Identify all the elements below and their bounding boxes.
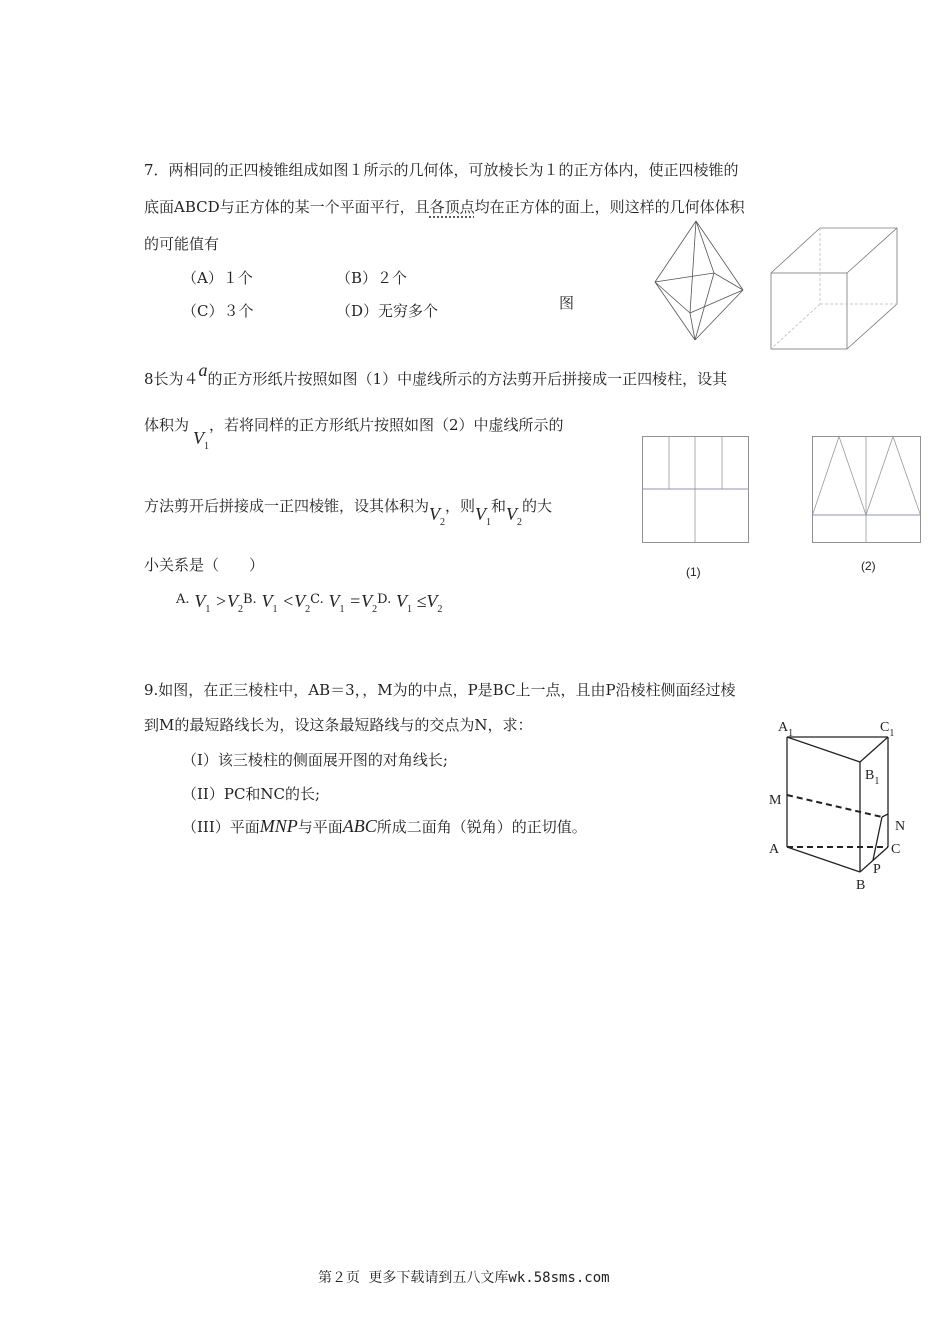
q8-options: [176, 592, 442, 614]
q7-line3: 的可能值有: [144, 235, 220, 253]
q7-option-a: （A）１个: [182, 269, 253, 287]
q8-line1-post: 的正方形纸片按照如图（1）中虚线所示的方法剪开后拼接成一正四棱柱，设其: [207, 370, 728, 388]
q8-line1-pre: 8长为４: [144, 370, 199, 388]
q9-item3-pre: （III）平面: [182, 818, 260, 836]
q7-figure-label: 图: [559, 294, 575, 312]
q7-line2-post: 均在正方体的面上，则这样的几何体体积: [474, 198, 745, 216]
q8-option-d-label: D.: [377, 592, 392, 607]
label-C1: $C_1$: [880, 720, 895, 739]
q8-option-a-label: A.: [176, 592, 190, 607]
q8-line3-mid1: ，则: [445, 497, 476, 515]
q9-plane-abc: ABC: [342, 816, 377, 836]
q9-item3: [182, 817, 587, 836]
cube-figure: [770, 226, 900, 351]
label-B1: $B_1$: [865, 768, 880, 787]
q8-line4: 小关系是（ ）: [144, 556, 265, 574]
q8-V1: $V_1$: [193, 428, 210, 452]
page-footer: 第２页 更多下载请到五八文库wk.58sms.com: [318, 1270, 610, 1286]
triangular-prism-figure: [770, 720, 920, 900]
q8-V2-b: $V_2$: [506, 504, 523, 528]
q9-item3-post: 所成二面角（锐角）的正切值。: [376, 818, 587, 836]
q8-option-b-label: B.: [242, 592, 257, 607]
q8-line3-pre: 方法剪开后拼接成一正四棱锥，设其体积为: [144, 497, 430, 515]
label-A: A: [769, 842, 780, 857]
q8-line2: [144, 415, 564, 452]
label-P: P: [873, 862, 881, 877]
q8-line3-mid2: 和: [491, 497, 507, 515]
q9-item1: （I）该三棱柱的侧面展开图的对角线长;: [182, 751, 448, 769]
q9-plane-mnp: MNP: [259, 816, 298, 836]
q8-line1: [144, 360, 728, 388]
q8-option-c-expr: $V_1 =V_2$: [328, 591, 378, 615]
q9-line2: 到M的最短路线长为，设这条最短路线与的交点为N，求：: [144, 716, 533, 734]
q8-V2-a: $V_2$: [429, 504, 446, 528]
label-C: C: [891, 842, 901, 857]
q7-option-b: （B）２个: [336, 269, 408, 287]
q9-item2: （II）PC和NC的长;: [182, 785, 321, 803]
q8-line2-post: ，若将同样的正方形纸片按照如图（2）中虚线所示的: [209, 416, 564, 434]
q8-option-a-expr: $V_1 >V_2$: [194, 591, 243, 615]
label-N: N: [895, 819, 906, 834]
q8-option-b-expr: $V_1 <V_2$: [261, 591, 311, 615]
q8-option-c-label: C.: [310, 592, 324, 607]
q7-line2-emphasis: 各顶点: [429, 198, 475, 216]
q9-item3-mid: 与平面: [297, 818, 343, 836]
q8-line3-post: 的大: [522, 497, 553, 515]
q8-option-d-expr: $V_1 \le V_2$: [396, 591, 443, 615]
label-B: B: [856, 878, 866, 893]
paper-cut-figure-1: [642, 436, 750, 544]
q8-V1-b: $V_1$: [475, 504, 492, 528]
figure-2-caption: (2): [861, 559, 876, 573]
q7-line2: [144, 198, 745, 216]
figure-1-caption: (1): [686, 565, 701, 579]
label-A1: $A_1$: [778, 720, 794, 739]
q9-line1: 9.如图，在正三棱柱中，AB＝3，，M为的中点，P是BC上一点，且由P沿棱柱侧面经过棱: [144, 681, 736, 699]
label-M: M: [769, 793, 782, 808]
q7-option-d: （D）无穷多个: [336, 302, 439, 320]
q7-line2-pre: 底面ABCD与正方体的某一个平面平行，且: [144, 198, 430, 216]
paper-cut-figure-2: [812, 436, 922, 544]
q8-line3: [144, 496, 553, 528]
q8-var-a: a: [198, 360, 208, 380]
q8-line2-pre: 体积为: [144, 416, 190, 434]
octahedron-figure: [650, 218, 750, 348]
q7-line1: 7．两相同的正四棱锥组成如图１所示的几何体，可放棱长为１的正方体内，使正四棱锥的: [144, 161, 739, 179]
q7-option-c: （C）３个: [182, 302, 254, 320]
